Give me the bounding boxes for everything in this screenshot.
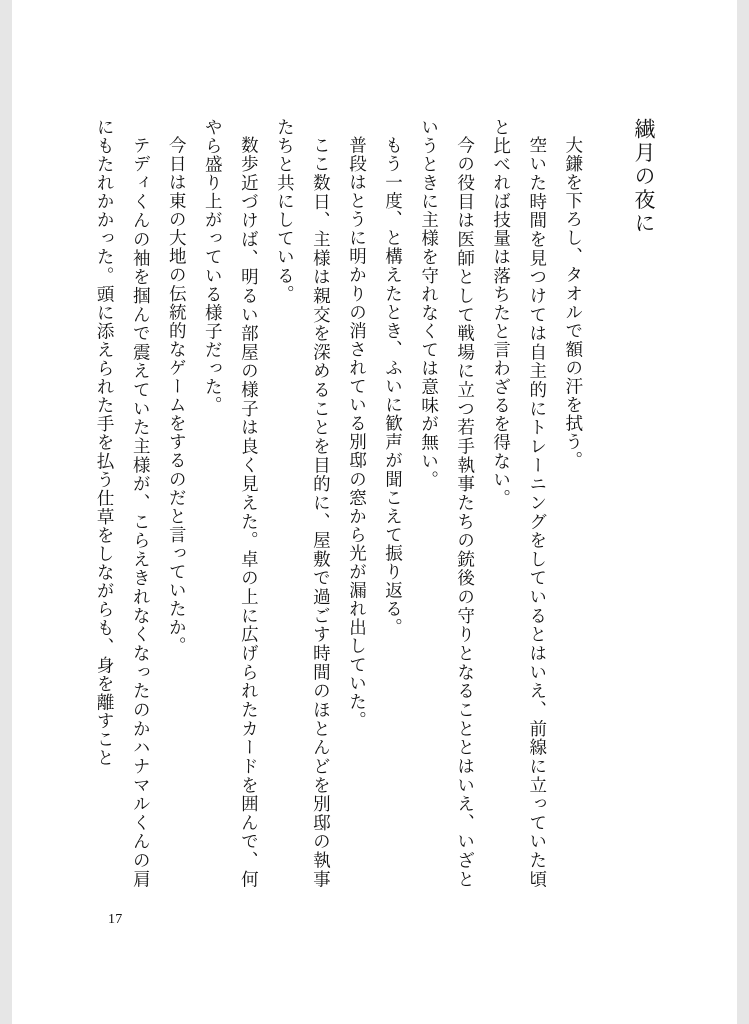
paragraph: 空いた時間を見つけては自主的にトレーニングをしているとはいえ、前線に立っていた頃と比べれば技量は落ちたと言わざるを得ない。 (491, 118, 548, 888)
paragraph: 大鎌を下ろし、タオルで額の汗を拭う。 (563, 135, 584, 470)
page-number: 17 (108, 912, 123, 927)
paragraph: 数歩近づけば、明るい部屋の様子は良く見えた。卓の上に広げられたカードを囲んで、何やら盛り上がっている様子だった。 (203, 118, 260, 888)
paragraph: 今の役目は医師として戦場に立つ若手執事たちの銃後の守りとなることとはいえ、いざというときに主様を守れなくては意味が無い。 (419, 118, 476, 888)
paragraph: テディくんの袖を掴んで震えていた主様が、こらえきれなくなったのかハナマルくんの肩にもたれかかった。頭に添えられた手を払う仕草をしながらも、身を離すこと (95, 118, 152, 888)
page-sheet (12, 0, 737, 1024)
chapter-title-block (622, 118, 665, 888)
left-gutter (0, 0, 12, 1024)
paragraph: 普段はとうに明かりの消されている別邸の窓から光が漏れ出していた。 (347, 135, 368, 730)
paragraph: 今日は東の大地の伝統的なゲームをするのだと言っていたか。 (167, 135, 188, 655)
paragraph: もう一度、と構えたとき、ふいに歓声が聞こえて振り返る。 (383, 135, 404, 637)
right-gutter (737, 0, 749, 1024)
paragraph: ここ数日、主様は親交を深めることを目的に、屋敷で過ごす時間のほとんどを別邸の執事たちと共にしている。 (275, 118, 332, 888)
chapter-title: 繊月の夜に (632, 118, 656, 236)
page-text-body (65, 118, 665, 888)
